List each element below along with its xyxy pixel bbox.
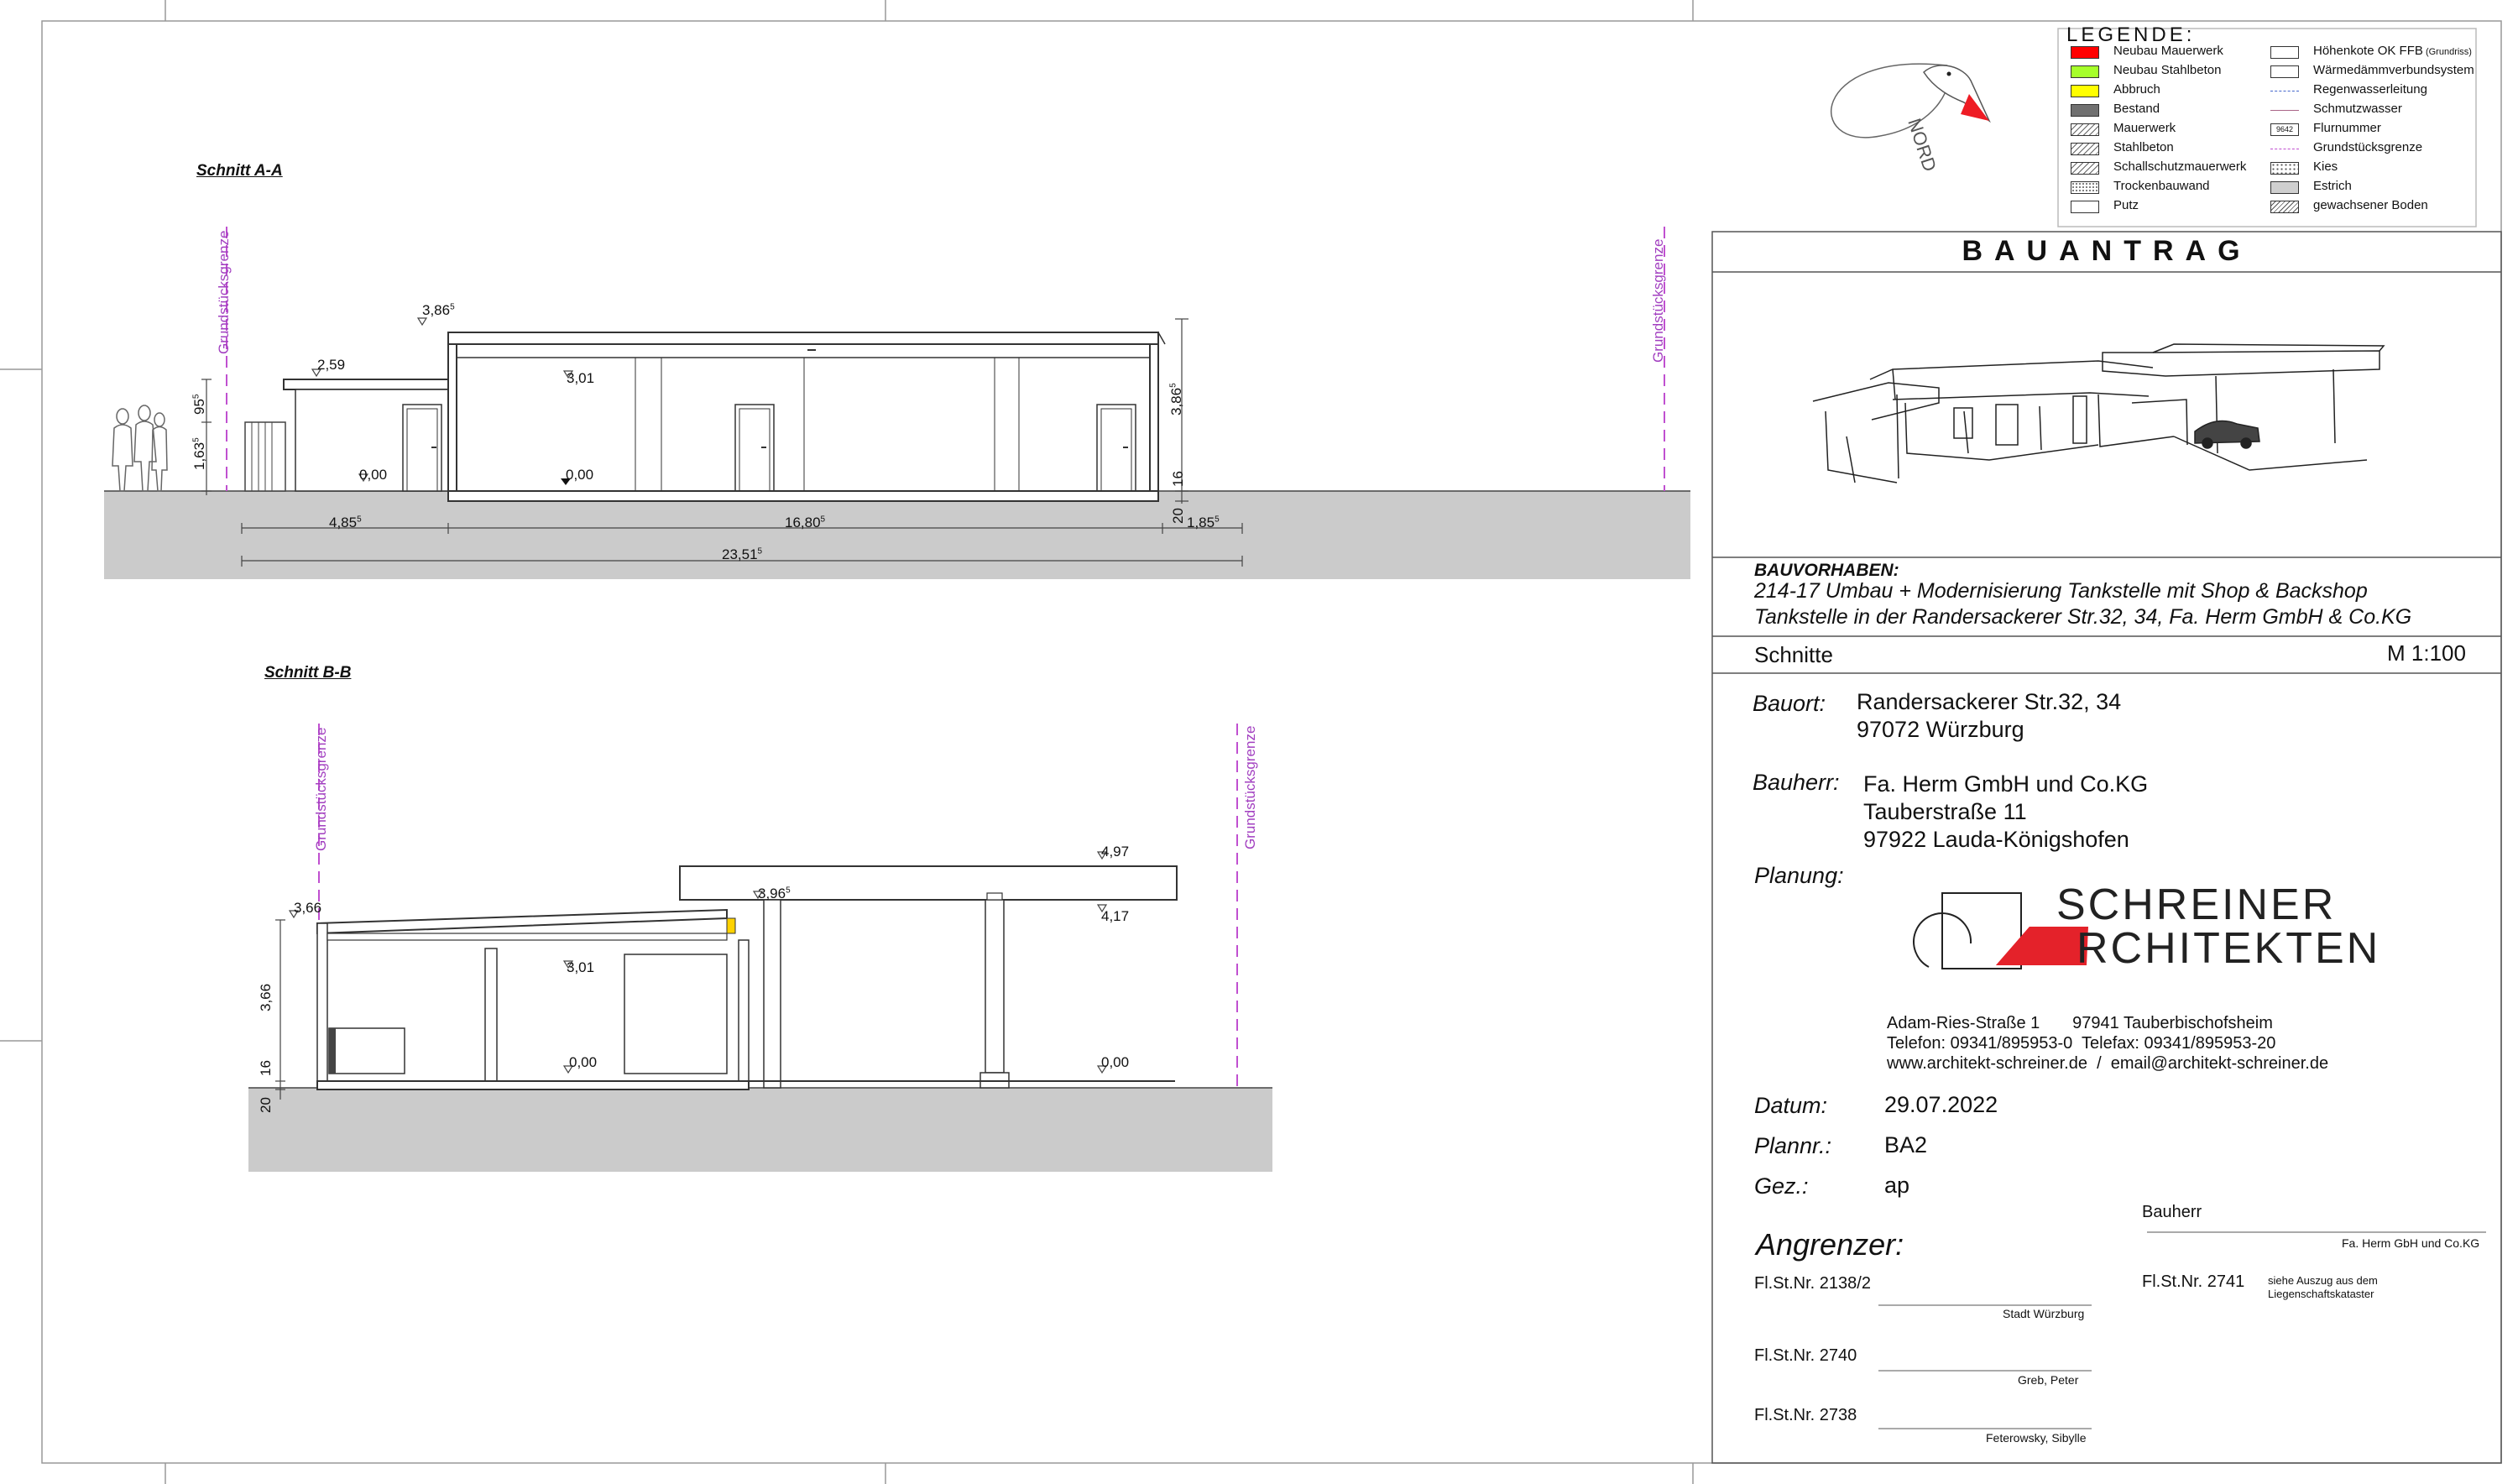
- legend-symbol: [2270, 201, 2299, 213]
- bauherr-line-1: Fa. Herm GmbH und Co.KG: [1863, 771, 2149, 797]
- legend-swatch: [2071, 181, 2099, 194]
- bauherr-label: Bauherr:: [1753, 770, 1840, 795]
- height-aa-zero-b: 0,00: [566, 467, 594, 483]
- boundary-bb-left-label: Grundstücksgrenze: [313, 727, 329, 851]
- dim-aa-a: 4,85$^5$: [329, 515, 362, 530]
- section-bb-drawing: [248, 724, 1272, 1172]
- height-bb-canopy-top: 4,97: [1101, 844, 1130, 860]
- height-aa-zero-a: 0,00: [359, 467, 388, 483]
- logo-line-2: RCHITEKTEN: [2077, 924, 2381, 973]
- dim-bb-slab: 16: [258, 1060, 274, 1076]
- neighbor-1-flst: Fl.St.Nr. 2138/2: [1754, 1274, 1871, 1293]
- planung-label: Planung:: [1754, 863, 1844, 888]
- title-block-header: BAUANTRAG: [1962, 235, 2252, 267]
- legend-symbol: [2270, 46, 2299, 59]
- project-line-1: 214-17 Umbau + Modernisierung Tankstelle mit Shop & Backshop: [1754, 579, 2368, 603]
- slab-aa-2: 20: [1170, 508, 1186, 524]
- angrenzer-label: Angrenzer:: [1756, 1227, 1904, 1262]
- legend-label: Trockenbauwand: [2113, 179, 2210, 193]
- project-label: BAUVORHABEN:: [1754, 561, 1899, 580]
- building-perspective-sketch: [1813, 344, 2384, 483]
- section-aa-title: Schnitt A-A: [196, 162, 283, 180]
- legend-label: Schallschutzmauerwerk: [2113, 159, 2247, 174]
- height-bb-zero-b: 0,00: [1101, 1054, 1130, 1070]
- datum-label: Datum:: [1754, 1093, 1828, 1118]
- height-bb-zero-a: 0,00: [569, 1054, 598, 1070]
- legend-swatch: [2071, 201, 2099, 213]
- neighbor-4-name: siehe Auszug aus dem Liegenschaftskataster: [2268, 1274, 2378, 1300]
- bauherr-line-2: Tauberstraße 11: [1863, 799, 2027, 824]
- legend-symbol: [2270, 162, 2299, 175]
- legend-swatch: [2071, 123, 2099, 136]
- door-aa-3: [1097, 405, 1136, 491]
- ground-bb: [248, 1088, 1272, 1172]
- legend-label: Regenwasserleitung: [2313, 82, 2427, 97]
- boundary-aa-left-label: Grundstücksgrenze: [216, 230, 232, 354]
- office-address: Adam-Ries-Straße 1 97941 Tauberbischofsheim: [1887, 1014, 2273, 1032]
- height-bb-top-left: 3,66: [294, 900, 322, 916]
- gez-label: Gez.:: [1754, 1173, 1809, 1199]
- height-bb-mid: 3,96$^5$: [758, 886, 791, 901]
- legend-label: gewachsener Boden: [2313, 198, 2428, 212]
- neighbor-2-flst: Fl.St.Nr. 2740: [1754, 1346, 1857, 1365]
- boundary-bb-right-label: Grundstücksgrenze: [1242, 725, 1258, 849]
- legend-symbol: [2270, 104, 2299, 111]
- legend-label: Kies: [2313, 159, 2338, 174]
- bauherr-line-3: 97922 Lauda-Königshofen: [1863, 827, 2129, 852]
- neighbor-3-flst: Fl.St.Nr. 2738: [1754, 1406, 1857, 1424]
- office-phone: Telefon: 09341/895953-0 Telefax: 09341/895953-20: [1887, 1034, 2276, 1053]
- north-label: NORD: [1904, 116, 1941, 175]
- legend-label: Estrich: [2313, 179, 2352, 193]
- datum-value: 29.07.2022: [1884, 1092, 1998, 1117]
- height-aa-h1: 3,86$^5$: [422, 302, 455, 318]
- ground-aa: [104, 491, 1690, 579]
- neighbor-1-name: Stadt Würzburg: [2003, 1307, 2085, 1320]
- door-aa-2: [735, 405, 774, 491]
- legend-label: Wärmedämmverbundsystem: [2313, 63, 2474, 77]
- legend-label: Flurnummer: [2313, 121, 2381, 135]
- legend-label: Bestand: [2113, 102, 2160, 116]
- legend-label: Abbruch: [2113, 82, 2160, 97]
- neighbor-2-name: Greb, Peter: [2018, 1373, 2079, 1387]
- legend-swatch: [2071, 65, 2099, 78]
- slab-aa: 16: [1170, 471, 1186, 487]
- dim-aa-b: 16,80$^5$: [785, 515, 826, 530]
- office-web-link[interactable]: www.architekt-schreiner.de / email@architekt-schreiner.de: [1887, 1054, 2329, 1073]
- legend-label: Mauerwerk: [2113, 121, 2176, 135]
- legend-label: Schmutzwasser: [2313, 102, 2402, 116]
- plannr-label: Plannr.:: [1754, 1133, 1832, 1158]
- legend-symbol: [2270, 143, 2299, 149]
- legend-title: LEGENDE:: [2066, 24, 2196, 46]
- gez-value: ap: [1884, 1173, 1910, 1198]
- bauort-line-2: 97072 Würzburg: [1857, 717, 2024, 742]
- legend-label: Neubau Stahlbeton: [2113, 63, 2222, 77]
- legend-symbol: [2270, 85, 2299, 91]
- height-bb-canopy-under: 4,17: [1101, 908, 1130, 924]
- neighbor-3-name: Feterowsky, Sibylle: [1986, 1431, 2087, 1445]
- plannr-value: BA2: [1884, 1132, 1928, 1157]
- legend-symbol: [2270, 181, 2299, 194]
- dim-aa-left-2: 1,63$^5$: [191, 437, 207, 470]
- dim-aa-total: 23,51$^5$: [722, 546, 763, 562]
- logo-line-1: SCHREINER: [2056, 880, 2337, 929]
- legend-swatch: [2071, 85, 2099, 97]
- boundary-aa-right-label: Grundstücksgrenze: [1650, 238, 1666, 363]
- legend-swatch: [2071, 104, 2099, 117]
- neighbor-4-flst: Fl.St.Nr. 2741: [2142, 1272, 2245, 1291]
- legend-label: Putz: [2113, 198, 2139, 212]
- height-aa-right: 3,86$^5$: [1168, 383, 1184, 415]
- dim-bb-slab2: 20: [258, 1097, 274, 1113]
- legend-symbol: [2270, 65, 2299, 78]
- sheet-name: Schnitte: [1754, 642, 1833, 667]
- sheet-scale: M 1:100: [2387, 640, 2466, 666]
- bauort-line-1: Randersackerer Str.32, 34: [1857, 689, 2122, 714]
- bauherr-signature-name: Fa. Herm GbH und Co.KG: [2342, 1236, 2480, 1250]
- height-bb-room: 3,01: [567, 959, 595, 975]
- signature-lines: [1878, 1232, 2486, 1429]
- legend-swatch: [2071, 46, 2099, 59]
- dim-aa-left-1: $95^5$: [191, 394, 207, 415]
- height-aa-room: 3,01: [567, 370, 595, 386]
- legend-label: Grundstücksgrenze: [2313, 140, 2423, 154]
- legend-symbol: 9642: [2270, 123, 2299, 136]
- legend-swatch: [2071, 162, 2099, 175]
- project-line-2: Tankstelle in der Randersackerer Str.32, 34, Fa. Herm GmbH & Co.KG: [1754, 605, 2412, 629]
- legend-label: Höhenkote OK FFB (Grundriss): [2313, 44, 2472, 58]
- section-bb-title: Schnitt B-B: [264, 664, 352, 682]
- dim-aa-c: 1,85$^5$: [1187, 515, 1220, 530]
- dim-bb-h: 3,66: [258, 983, 274, 1011]
- people-silhouettes: [112, 405, 167, 491]
- legend-label: Stahlbeton: [2113, 140, 2174, 154]
- legend-label: Neubau Mauerwerk: [2113, 44, 2223, 58]
- bauort-label: Bauort:: [1753, 691, 1826, 716]
- legend-swatch: [2071, 143, 2099, 155]
- bauherr-signature-label: Bauherr: [2142, 1203, 2202, 1221]
- height-aa-roof-low: 2,59: [317, 357, 346, 373]
